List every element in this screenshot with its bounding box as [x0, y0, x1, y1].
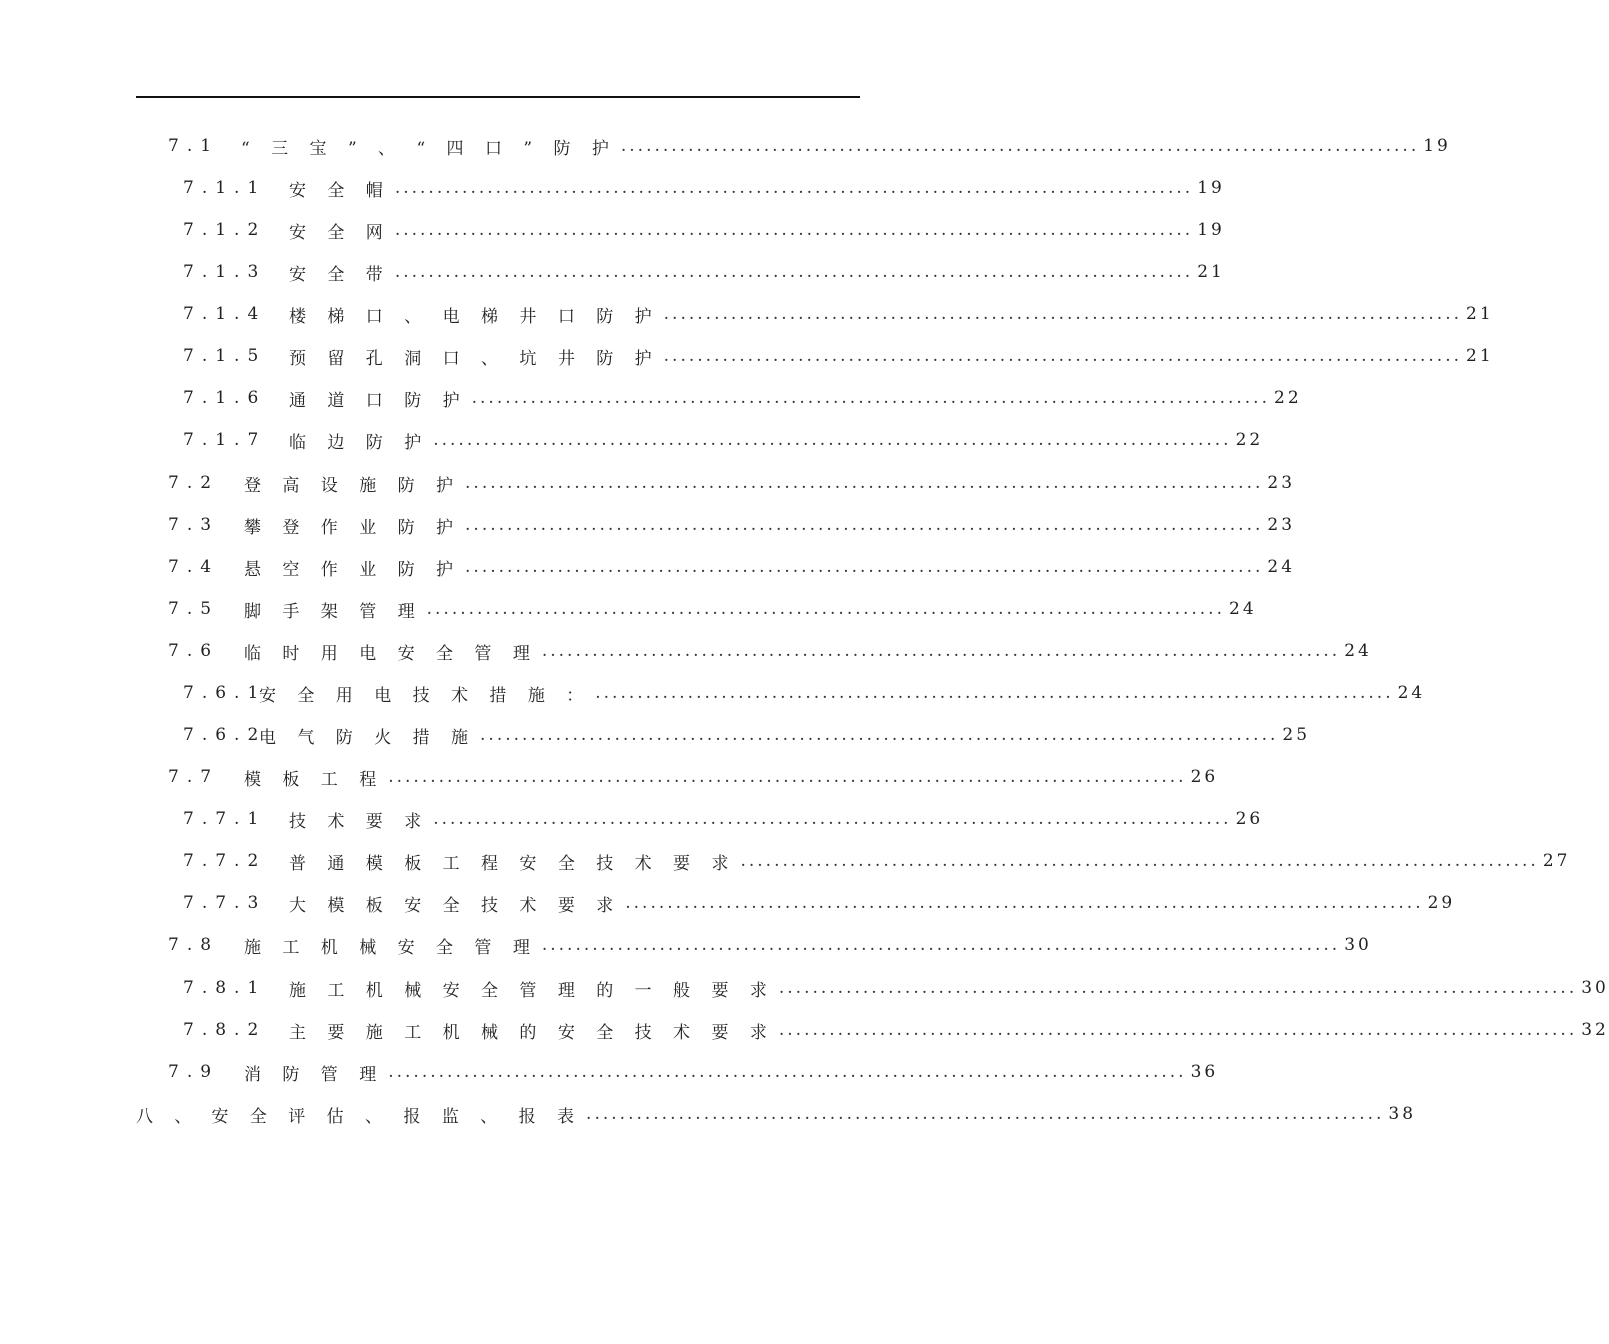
toc-dot-leader: ...............................................................................................	[778, 978, 1578, 998]
toc-entry-page: 30	[1581, 978, 1609, 998]
toc-entry-page: 24	[1229, 599, 1257, 619]
toc-entry[interactable]	[183, 340, 1494, 372]
toc-entry-title: 安 全 评 估 、 报 监 、 报 表	[211, 1106, 583, 1127]
toc-entry-title: 施 工 机 械 安 全 管 理	[244, 937, 538, 958]
toc-entry-number: 7.1	[168, 136, 220, 156]
toc-entry-number: 7.1.3	[183, 262, 267, 282]
toc-entry-title: 临 边 防 护	[289, 432, 430, 453]
toc-entry-page: 21	[1466, 304, 1494, 324]
toc-entry-number: 7.3	[168, 515, 220, 535]
toc-dot-leader: ...............................................................................................	[394, 262, 1194, 282]
toc-dot-leader: ...............................................................................................	[433, 809, 1232, 829]
toc-entry-title: 安 全 帽	[289, 180, 391, 201]
toc-entry[interactable]	[168, 1056, 1219, 1088]
toc-entry[interactable]	[183, 845, 1571, 877]
toc-dot-leader: ...............................................................................................	[465, 473, 1264, 493]
toc-entry-title: 技 术 要 求	[289, 811, 430, 832]
toc-dot-leader: ...............................................................................................	[778, 1020, 1578, 1040]
toc-dot-leader: ...............................................................................................	[595, 683, 1394, 703]
toc-entry-page: 29	[1427, 893, 1456, 913]
toc-entry-number: 7.8	[168, 935, 220, 955]
toc-entry-title: 楼 梯 口 、 电 梯 井 口 防 护	[289, 306, 660, 327]
toc-dot-leader: ...............................................................................................	[663, 346, 1463, 366]
toc-entry-title: 脚 手 架 管 理	[244, 601, 423, 622]
toc-dot-leader: ...............................................................................................	[620, 136, 1420, 156]
toc-dot-leader: ...............................................................................................	[388, 1062, 1187, 1082]
toc-entry-title: 安 全 用 电 技 术 措 施 ：	[259, 685, 592, 706]
toc-dot-leader: ...............................................................................................	[465, 515, 1264, 535]
toc-entry-page: 32	[1581, 1020, 1609, 1040]
toc-entry[interactable]	[168, 761, 1219, 793]
toc-entry-number: 7.1.1	[183, 178, 267, 198]
toc-entry-number: 7.1.5	[183, 346, 267, 366]
toc-entry[interactable]	[183, 719, 1311, 751]
toc-entry[interactable]	[183, 803, 1264, 835]
toc-dot-leader: ...............................................................................................	[471, 388, 1270, 408]
toc-entry[interactable]	[168, 467, 1296, 499]
toc-entry-page: 23	[1267, 473, 1296, 493]
toc-entry-number: 7.5	[168, 599, 220, 619]
toc-entry[interactable]	[168, 509, 1296, 541]
toc-entry-page: 24	[1397, 683, 1426, 703]
toc-entry-page: 38	[1388, 1104, 1417, 1124]
toc-entry-title: 电 气 防 火 措 施	[259, 727, 477, 748]
toc-dot-leader: ...............................................................................................	[394, 220, 1194, 240]
toc-entry-number: 7.7	[168, 767, 220, 787]
toc-dot-leader: ...............................................................................................	[740, 851, 1539, 871]
toc-entry-title: 临 时 用 电 安 全 管 理	[244, 643, 538, 664]
toc-entry-number: 7.9	[168, 1062, 220, 1082]
toc-entry[interactable]	[168, 593, 1257, 625]
toc-dot-leader: ...............................................................................................	[426, 599, 1225, 619]
toc-entry[interactable]	[136, 1098, 1417, 1130]
toc-dot-leader: ...............................................................................................	[541, 935, 1341, 955]
toc-entry[interactable]	[168, 635, 1372, 667]
toc-dot-leader: ...............................................................................................	[480, 725, 1279, 745]
toc-entry-number: 7.8.1	[183, 978, 267, 998]
toc-entry-page: 25	[1282, 725, 1311, 745]
toc-dot-leader: ...............................................................................................	[663, 304, 1463, 324]
toc-entry-title: 悬 空 作 业 防 护	[244, 559, 462, 580]
toc-entry-title: 主 要 施 工 机 械 的 安 全 技 术 要 求	[289, 1022, 775, 1043]
toc-entry-page: 22	[1274, 388, 1302, 408]
toc-entry-title: 大 模 板 安 全 技 术 要 求	[289, 895, 622, 916]
toc-entry-number: 7.6.1	[183, 683, 267, 703]
toc-entry[interactable]	[183, 424, 1264, 456]
toc-entry-page: 36	[1190, 1062, 1219, 1082]
toc-entry-title: 施 工 机 械 安 全 管 理 的 一 般 要 求	[289, 980, 775, 1001]
toc-entry-page: 19	[1423, 136, 1451, 156]
toc-entry-number: 7.7.2	[183, 851, 267, 871]
toc-dot-leader: ...............................................................................................	[388, 767, 1187, 787]
toc-entry-page: 19	[1197, 178, 1225, 198]
toc-dot-leader: ...............................................................................................	[465, 557, 1264, 577]
toc-entry-title: 安 全 带	[289, 264, 391, 285]
toc-entry-page: 21	[1197, 262, 1225, 282]
toc-entry[interactable]	[183, 1014, 1609, 1046]
header-rule	[136, 96, 860, 98]
toc-entry-number: 7.1.4	[183, 304, 267, 324]
toc-entry[interactable]	[183, 677, 1426, 709]
toc-entry-page: 21	[1466, 346, 1494, 366]
toc-entry-number: 7.1.7	[183, 430, 267, 450]
toc-entry-number: 7.8.2	[183, 1020, 267, 1040]
toc-entry-page: 27	[1542, 851, 1571, 871]
toc-entry-number: 7.6.2	[183, 725, 267, 745]
toc-entry-title: 普 通 模 板 工 程 安 全 技 术 要 求	[289, 853, 737, 874]
toc-entry[interactable]	[183, 887, 1456, 919]
toc-entry-page: 30	[1344, 935, 1372, 955]
toc-entry-number: 7.6	[168, 641, 220, 661]
toc-entry-number: 7.4	[168, 557, 220, 577]
toc-entry[interactable]	[168, 130, 1451, 162]
toc-entry-page: 22	[1235, 430, 1264, 450]
toc-entry-page: 26	[1235, 809, 1264, 829]
toc-entry[interactable]	[168, 551, 1296, 583]
toc-entry-page: 19	[1197, 220, 1225, 240]
toc-dot-leader: ...............................................................................................	[433, 430, 1232, 450]
toc-entry-number: 7.2	[168, 473, 220, 493]
toc-entry-title: “ 三 宝 ” 、 “ 四 口 ” 防 护	[241, 138, 617, 159]
toc-entry-number: 7.7.3	[183, 893, 267, 913]
toc-entry-title: 通 道 口 防 护	[289, 390, 468, 411]
toc-entry-page: 26	[1190, 767, 1219, 787]
toc-entry-title: 攀 登 作 业 防 护	[244, 517, 462, 538]
toc-dot-leader: ...............................................................................................	[394, 178, 1194, 198]
toc-entry[interactable]	[168, 929, 1372, 961]
toc-entry-number: 7.7.1	[183, 809, 267, 829]
toc-dot-leader: ...............................................................................................	[541, 641, 1341, 661]
toc-entry[interactable]	[183, 172, 1225, 204]
toc-entry-number: 7.1.6	[183, 388, 267, 408]
toc-entry-page: 23	[1267, 515, 1296, 535]
toc-entry-number: 7.1.2	[183, 220, 267, 240]
toc-entry[interactable]	[183, 298, 1494, 330]
toc-entry-page: 24	[1344, 641, 1372, 661]
toc-entry[interactable]	[183, 214, 1225, 246]
toc-entry[interactable]	[183, 972, 1609, 1004]
toc-dot-leader: ...............................................................................................	[625, 893, 1424, 913]
toc-entry-title: 预 留 孔 洞 口 、 坑 井 防 护	[289, 348, 660, 369]
toc-entry[interactable]	[183, 382, 1302, 414]
toc-entry-title: 安 全 网	[289, 222, 391, 243]
toc-entry-title: 登 高 设 施 防 护	[244, 475, 462, 496]
toc-dot-leader: ...............................................................................................	[586, 1104, 1385, 1124]
toc-entry-number: 八 、	[136, 1106, 200, 1127]
toc-entry-title: 消 防 管 理	[244, 1064, 385, 1085]
toc-entry[interactable]	[183, 256, 1225, 288]
toc-entry-page: 24	[1267, 557, 1296, 577]
toc-entry-title: 模 板 工 程	[244, 769, 385, 790]
